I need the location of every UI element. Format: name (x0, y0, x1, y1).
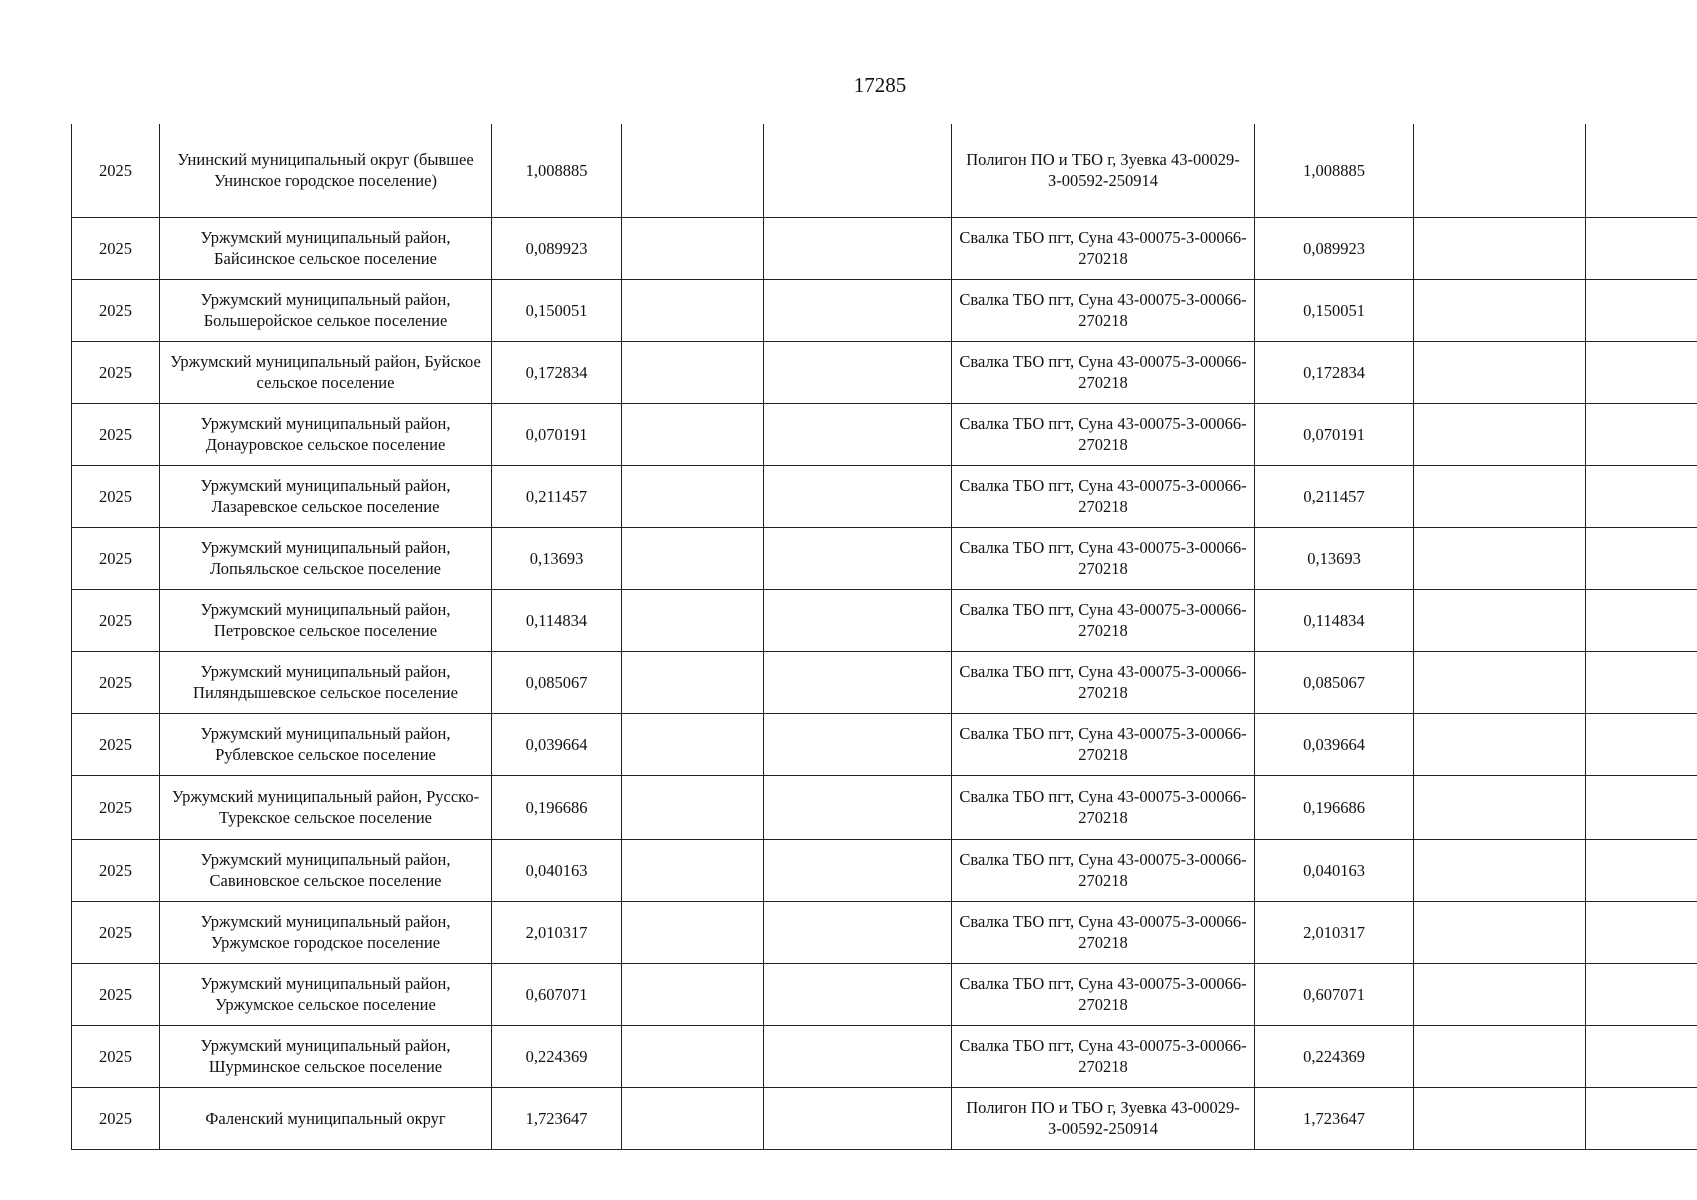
page-number: 17285 (853, 73, 907, 97)
value-cell: 0,196686 (492, 775, 622, 839)
year-cell: 2025 (72, 651, 160, 713)
facility-cell: Свалка ТБО пгт, Суна 43-00075-З-00066-270218 (952, 279, 1255, 341)
empty-cell (622, 403, 764, 465)
facility-cell: Свалка ТБО пгт, Суна 43-00075-З-00066-270218 (952, 1025, 1255, 1087)
empty-cell (1414, 1087, 1586, 1149)
value-cell: 0,211457 (492, 465, 622, 527)
empty-cell (1414, 1025, 1586, 1087)
facility-value-cell: 0,196686 (1255, 775, 1414, 839)
empty-cell (764, 465, 952, 527)
empty-cell (764, 775, 952, 839)
empty-cell (1586, 465, 1697, 527)
empty-cell (764, 651, 952, 713)
empty-cell (1414, 124, 1586, 217)
value-cell: 0,114834 (492, 589, 622, 651)
table-row (72, 651, 1697, 713)
empty-cell (764, 1025, 952, 1087)
municipality-cell: Уржумский муниципальный район, Уржумское городское поселение (160, 901, 492, 963)
facility-cell: Полигон ПО и ТБО г, Зуевка 43-00029-З-00592-250914 (952, 1087, 1255, 1149)
municipality-cell: Уржумский муниципальный район, Буйское сельское поселение (160, 341, 492, 403)
table-row (72, 775, 1697, 839)
municipality-cell: Унинский муниципальный округ (бывшее Унинское городское поселение) (160, 124, 492, 217)
empty-cell (764, 1087, 952, 1149)
empty-cell (1414, 217, 1586, 279)
municipality-cell: Уржумский муниципальный район, Савиновское сельское поселение (160, 839, 492, 901)
value-cell: 0,040163 (492, 839, 622, 901)
year-cell: 2025 (72, 713, 160, 775)
municipality-cell: Уржумский муниципальный район, Донауровское сельское поселение (160, 403, 492, 465)
empty-cell (1414, 279, 1586, 341)
table-row (72, 527, 1697, 589)
empty-cell (764, 713, 952, 775)
empty-cell (622, 1087, 764, 1149)
facility-value-cell: 0,211457 (1255, 465, 1414, 527)
facility-cell: Свалка ТБО пгт, Суна 43-00075-З-00066-270218 (952, 465, 1255, 527)
empty-cell (1586, 713, 1697, 775)
municipality-cell: Уржумский муниципальный район, Лазаревское сельское поселение (160, 465, 492, 527)
municipality-cell: Уржумский муниципальный район, Уржумское сельское поселение (160, 963, 492, 1025)
empty-cell (622, 963, 764, 1025)
table-row (72, 713, 1697, 775)
facility-value-cell: 1,723647 (1255, 1087, 1414, 1149)
municipality-cell: Уржумский муниципальный район, Шурминское сельское поселение (160, 1025, 492, 1087)
empty-cell (1586, 341, 1697, 403)
municipality-cell: Уржумский муниципальный район, Рублевское сельское поселение (160, 713, 492, 775)
empty-cell (764, 124, 952, 217)
facility-cell: Свалка ТБО пгт, Суна 43-00075-З-00066-270218 (952, 713, 1255, 775)
facility-value-cell: 0,13693 (1255, 527, 1414, 589)
facility-value-cell: 2,010317 (1255, 901, 1414, 963)
table-row (72, 901, 1697, 963)
year-cell: 2025 (72, 279, 160, 341)
municipality-cell: Уржумский муниципальный район, Большеройское селькое поселение (160, 279, 492, 341)
empty-cell (764, 527, 952, 589)
table-row (72, 839, 1697, 901)
empty-cell (622, 341, 764, 403)
empty-cell (622, 775, 764, 839)
empty-cell (1586, 901, 1697, 963)
value-cell: 0,172834 (492, 341, 622, 403)
empty-cell (1586, 527, 1697, 589)
year-cell: 2025 (72, 1087, 160, 1149)
empty-cell (1414, 839, 1586, 901)
year-cell: 2025 (72, 839, 160, 901)
empty-cell (1414, 775, 1586, 839)
facility-cell: Полигон ПО и ТБО г, Зуевка 43-00029-З-00592-250914 (952, 124, 1255, 217)
table-row (72, 1025, 1697, 1087)
empty-cell (1586, 279, 1697, 341)
value-cell: 1,008885 (492, 124, 622, 217)
year-cell: 2025 (72, 527, 160, 589)
facility-cell: Свалка ТБО пгт, Суна 43-00075-З-00066-270218 (952, 217, 1255, 279)
facility-value-cell: 0,224369 (1255, 1025, 1414, 1087)
table-row (72, 341, 1697, 403)
year-cell: 2025 (72, 465, 160, 527)
year-cell: 2025 (72, 963, 160, 1025)
empty-cell (1586, 839, 1697, 901)
year-cell: 2025 (72, 217, 160, 279)
empty-cell (764, 279, 952, 341)
value-cell: 0,070191 (492, 403, 622, 465)
empty-cell (1586, 1025, 1697, 1087)
table-row (72, 963, 1697, 1025)
facility-cell: Свалка ТБО пгт, Суна 43-00075-З-00066-270218 (952, 963, 1255, 1025)
value-cell: 1,723647 (492, 1087, 622, 1149)
table-row (72, 465, 1697, 527)
facility-value-cell: 0,172834 (1255, 341, 1414, 403)
empty-cell (622, 124, 764, 217)
empty-cell (764, 403, 952, 465)
table-row (72, 217, 1697, 279)
empty-cell (1586, 1087, 1697, 1149)
municipality-cell: Уржумский муниципальный район, Пиляндышевское сельское поселение (160, 651, 492, 713)
empty-cell (1586, 217, 1697, 279)
empty-cell (622, 589, 764, 651)
year-cell: 2025 (72, 589, 160, 651)
empty-cell (1414, 963, 1586, 1025)
empty-cell (764, 839, 952, 901)
facility-value-cell: 0,085067 (1255, 651, 1414, 713)
value-cell: 0,607071 (492, 963, 622, 1025)
facility-cell: Свалка ТБО пгт, Суна 43-00075-З-00066-270218 (952, 901, 1255, 963)
empty-cell (622, 839, 764, 901)
year-cell: 2025 (72, 124, 160, 217)
table-row (72, 1087, 1697, 1149)
municipality-cell: Уржумский муниципальный район, Байсинское сельское поселение (160, 217, 492, 279)
empty-cell (764, 341, 952, 403)
table-row (72, 124, 1697, 217)
value-cell: 0,13693 (492, 527, 622, 589)
facility-value-cell: 0,070191 (1255, 403, 1414, 465)
municipality-cell: Уржумский муниципальный район, Лопьяльское сельское поселение (160, 527, 492, 589)
empty-cell (1586, 963, 1697, 1025)
empty-cell (622, 279, 764, 341)
empty-cell (1586, 589, 1697, 651)
facility-value-cell: 1,008885 (1255, 124, 1414, 217)
value-cell: 0,089923 (492, 217, 622, 279)
facility-cell: Свалка ТБО пгт, Суна 43-00075-З-00066-270218 (952, 403, 1255, 465)
value-cell: 0,224369 (492, 1025, 622, 1087)
empty-cell (1414, 403, 1586, 465)
empty-cell (1414, 589, 1586, 651)
facility-cell: Свалка ТБО пгт, Суна 43-00075-З-00066-270218 (952, 527, 1255, 589)
empty-cell (1414, 465, 1586, 527)
facility-cell: Свалка ТБО пгт, Суна 43-00075-З-00066-270218 (952, 839, 1255, 901)
empty-cell (1414, 651, 1586, 713)
facility-value-cell: 0,039664 (1255, 713, 1414, 775)
empty-cell (1586, 124, 1697, 217)
table-row (72, 403, 1697, 465)
year-cell: 2025 (72, 901, 160, 963)
facility-value-cell: 0,040163 (1255, 839, 1414, 901)
value-cell: 0,085067 (492, 651, 622, 713)
empty-cell (622, 465, 764, 527)
municipality-cell: Уржумский муниципальный район, Русско-Турекское сельское поселение (160, 775, 492, 839)
facility-value-cell: 0,150051 (1255, 279, 1414, 341)
data-table (71, 124, 1697, 1150)
empty-cell (622, 527, 764, 589)
empty-cell (1414, 713, 1586, 775)
table-row (72, 279, 1697, 341)
table-body (72, 124, 1697, 1149)
empty-cell (622, 901, 764, 963)
empty-cell (1414, 527, 1586, 589)
facility-value-cell: 0,089923 (1255, 217, 1414, 279)
year-cell: 2025 (72, 403, 160, 465)
facility-cell: Свалка ТБО пгт, Суна 43-00075-З-00066-270218 (952, 775, 1255, 839)
value-cell: 2,010317 (492, 901, 622, 963)
facility-value-cell: 0,607071 (1255, 963, 1414, 1025)
empty-cell (1586, 651, 1697, 713)
empty-cell (1414, 901, 1586, 963)
empty-cell (622, 651, 764, 713)
empty-cell (622, 713, 764, 775)
value-cell: 0,150051 (492, 279, 622, 341)
empty-cell (764, 217, 952, 279)
year-cell: 2025 (72, 775, 160, 839)
empty-cell (1586, 775, 1697, 839)
facility-cell: Свалка ТБО пгт, Суна 43-00075-З-00066-270218 (952, 341, 1255, 403)
empty-cell (764, 963, 952, 1025)
empty-cell (1414, 341, 1586, 403)
municipality-cell: Фаленский муниципальный округ (160, 1087, 492, 1149)
empty-cell (622, 217, 764, 279)
year-cell: 2025 (72, 1025, 160, 1087)
facility-value-cell: 0,114834 (1255, 589, 1414, 651)
empty-cell (622, 1025, 764, 1087)
table-row (72, 589, 1697, 651)
year-cell: 2025 (72, 341, 160, 403)
empty-cell (1586, 403, 1697, 465)
empty-cell (764, 589, 952, 651)
facility-cell: Свалка ТБО пгт, Суна 43-00075-З-00066-270218 (952, 589, 1255, 651)
municipality-cell: Уржумский муниципальный район, Петровское сельское поселение (160, 589, 492, 651)
value-cell: 0,039664 (492, 713, 622, 775)
facility-cell: Свалка ТБО пгт, Суна 43-00075-З-00066-270218 (952, 651, 1255, 713)
empty-cell (764, 901, 952, 963)
